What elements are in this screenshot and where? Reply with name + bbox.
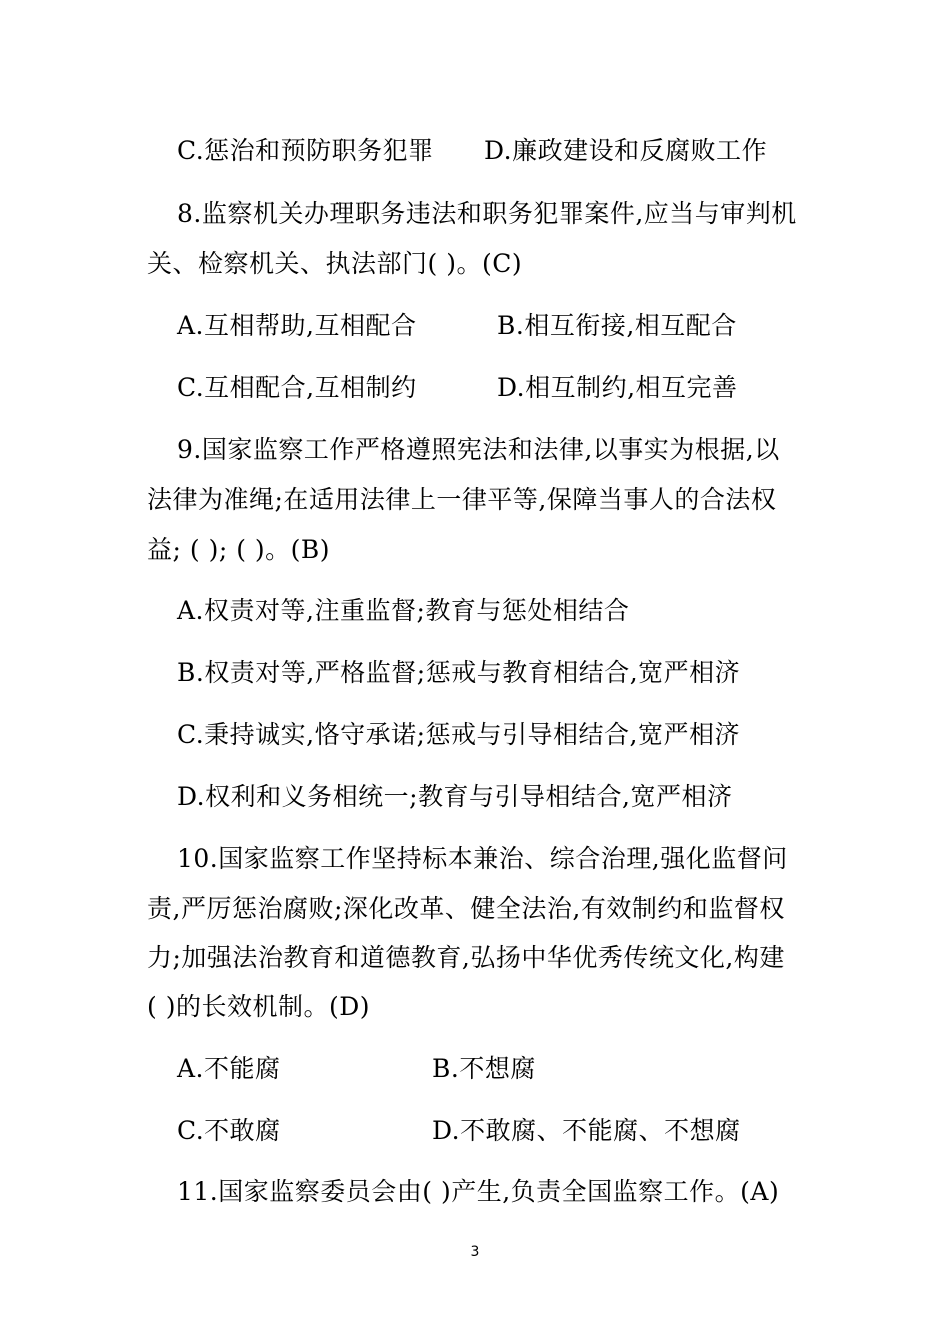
q8-option-a: A.互相帮助,互相配合 bbox=[177, 311, 417, 340]
question-7-options-cd bbox=[177, 136, 768, 166]
q8-option-c: C.互相配合,互相制约 bbox=[177, 373, 417, 402]
page-number: 3 bbox=[470, 1244, 480, 1260]
q10-stem-line-1: 10.国家监察工作坚持标本兼治、综合治理,强化监督问 bbox=[177, 844, 788, 873]
q9-stem-line-2: 法律为准绳;在适用法律上一律平等,保障当事人的合法权 bbox=[147, 485, 777, 514]
q7-option-c: C.惩治和预防职务犯罪 bbox=[177, 136, 434, 165]
question-10-options-cd bbox=[177, 1116, 741, 1146]
q8-stem-line-1: 8.监察机关办理职务违法和职务犯罪案件,应当与审判机 bbox=[177, 199, 797, 228]
q10-stem-line-3: 力;加强法治教育和道德教育,弘扬中华优秀传统文化,构建 bbox=[147, 943, 785, 972]
q8-option-b: B.相互衔接,相互配合 bbox=[497, 311, 737, 340]
q9-option-a: A.权责对等,注重监督;教育与惩处相结合 bbox=[177, 596, 630, 625]
q10-option-c: C.不敢腐 bbox=[177, 1116, 281, 1145]
q10-option-d: D.不敢腐、不能腐、不想腐 bbox=[432, 1116, 741, 1145]
q10-option-a: A.不能腐 bbox=[177, 1054, 281, 1083]
question-10-options-ab bbox=[177, 1054, 536, 1084]
q9-option-c: C.秉持诚实,恪守承诺;惩戒与引导相结合,宽严相济 bbox=[177, 720, 741, 749]
q10-stem-line-4: ( )的长效机制。(D) bbox=[147, 992, 371, 1021]
question-8-options-cd bbox=[177, 373, 738, 403]
q9-option-b: B.权责对等,严格监督;惩戒与教育相结合,宽严相济 bbox=[177, 658, 741, 687]
q11-stem-line-1: 11.国家监察委员会由( )产生,负责全国监察工作。(A) bbox=[177, 1177, 780, 1206]
q9-stem-line-3: 益; ( ); ( )。(B) bbox=[147, 535, 331, 564]
q10-option-b: B.不想腐 bbox=[432, 1054, 536, 1083]
q10-stem-line-2: 责,严厉惩治腐败;深化改革、健全法治,有效制约和监督权 bbox=[147, 894, 785, 923]
q9-option-d: D.权利和义务相统一;教育与引导相结合,宽严相济 bbox=[177, 782, 733, 811]
q7-option-d: D.廉政建设和反腐败工作 bbox=[484, 136, 768, 165]
q8-stem-line-2: 关、检察机关、执法部门( )。(C) bbox=[147, 249, 523, 278]
q8-option-d: D.相互制约,相互完善 bbox=[497, 373, 738, 402]
q9-stem-line-1: 9.国家监察工作严格遵照宪法和法律,以事实为根据,以 bbox=[177, 435, 780, 464]
question-8-options-ab bbox=[177, 311, 737, 341]
